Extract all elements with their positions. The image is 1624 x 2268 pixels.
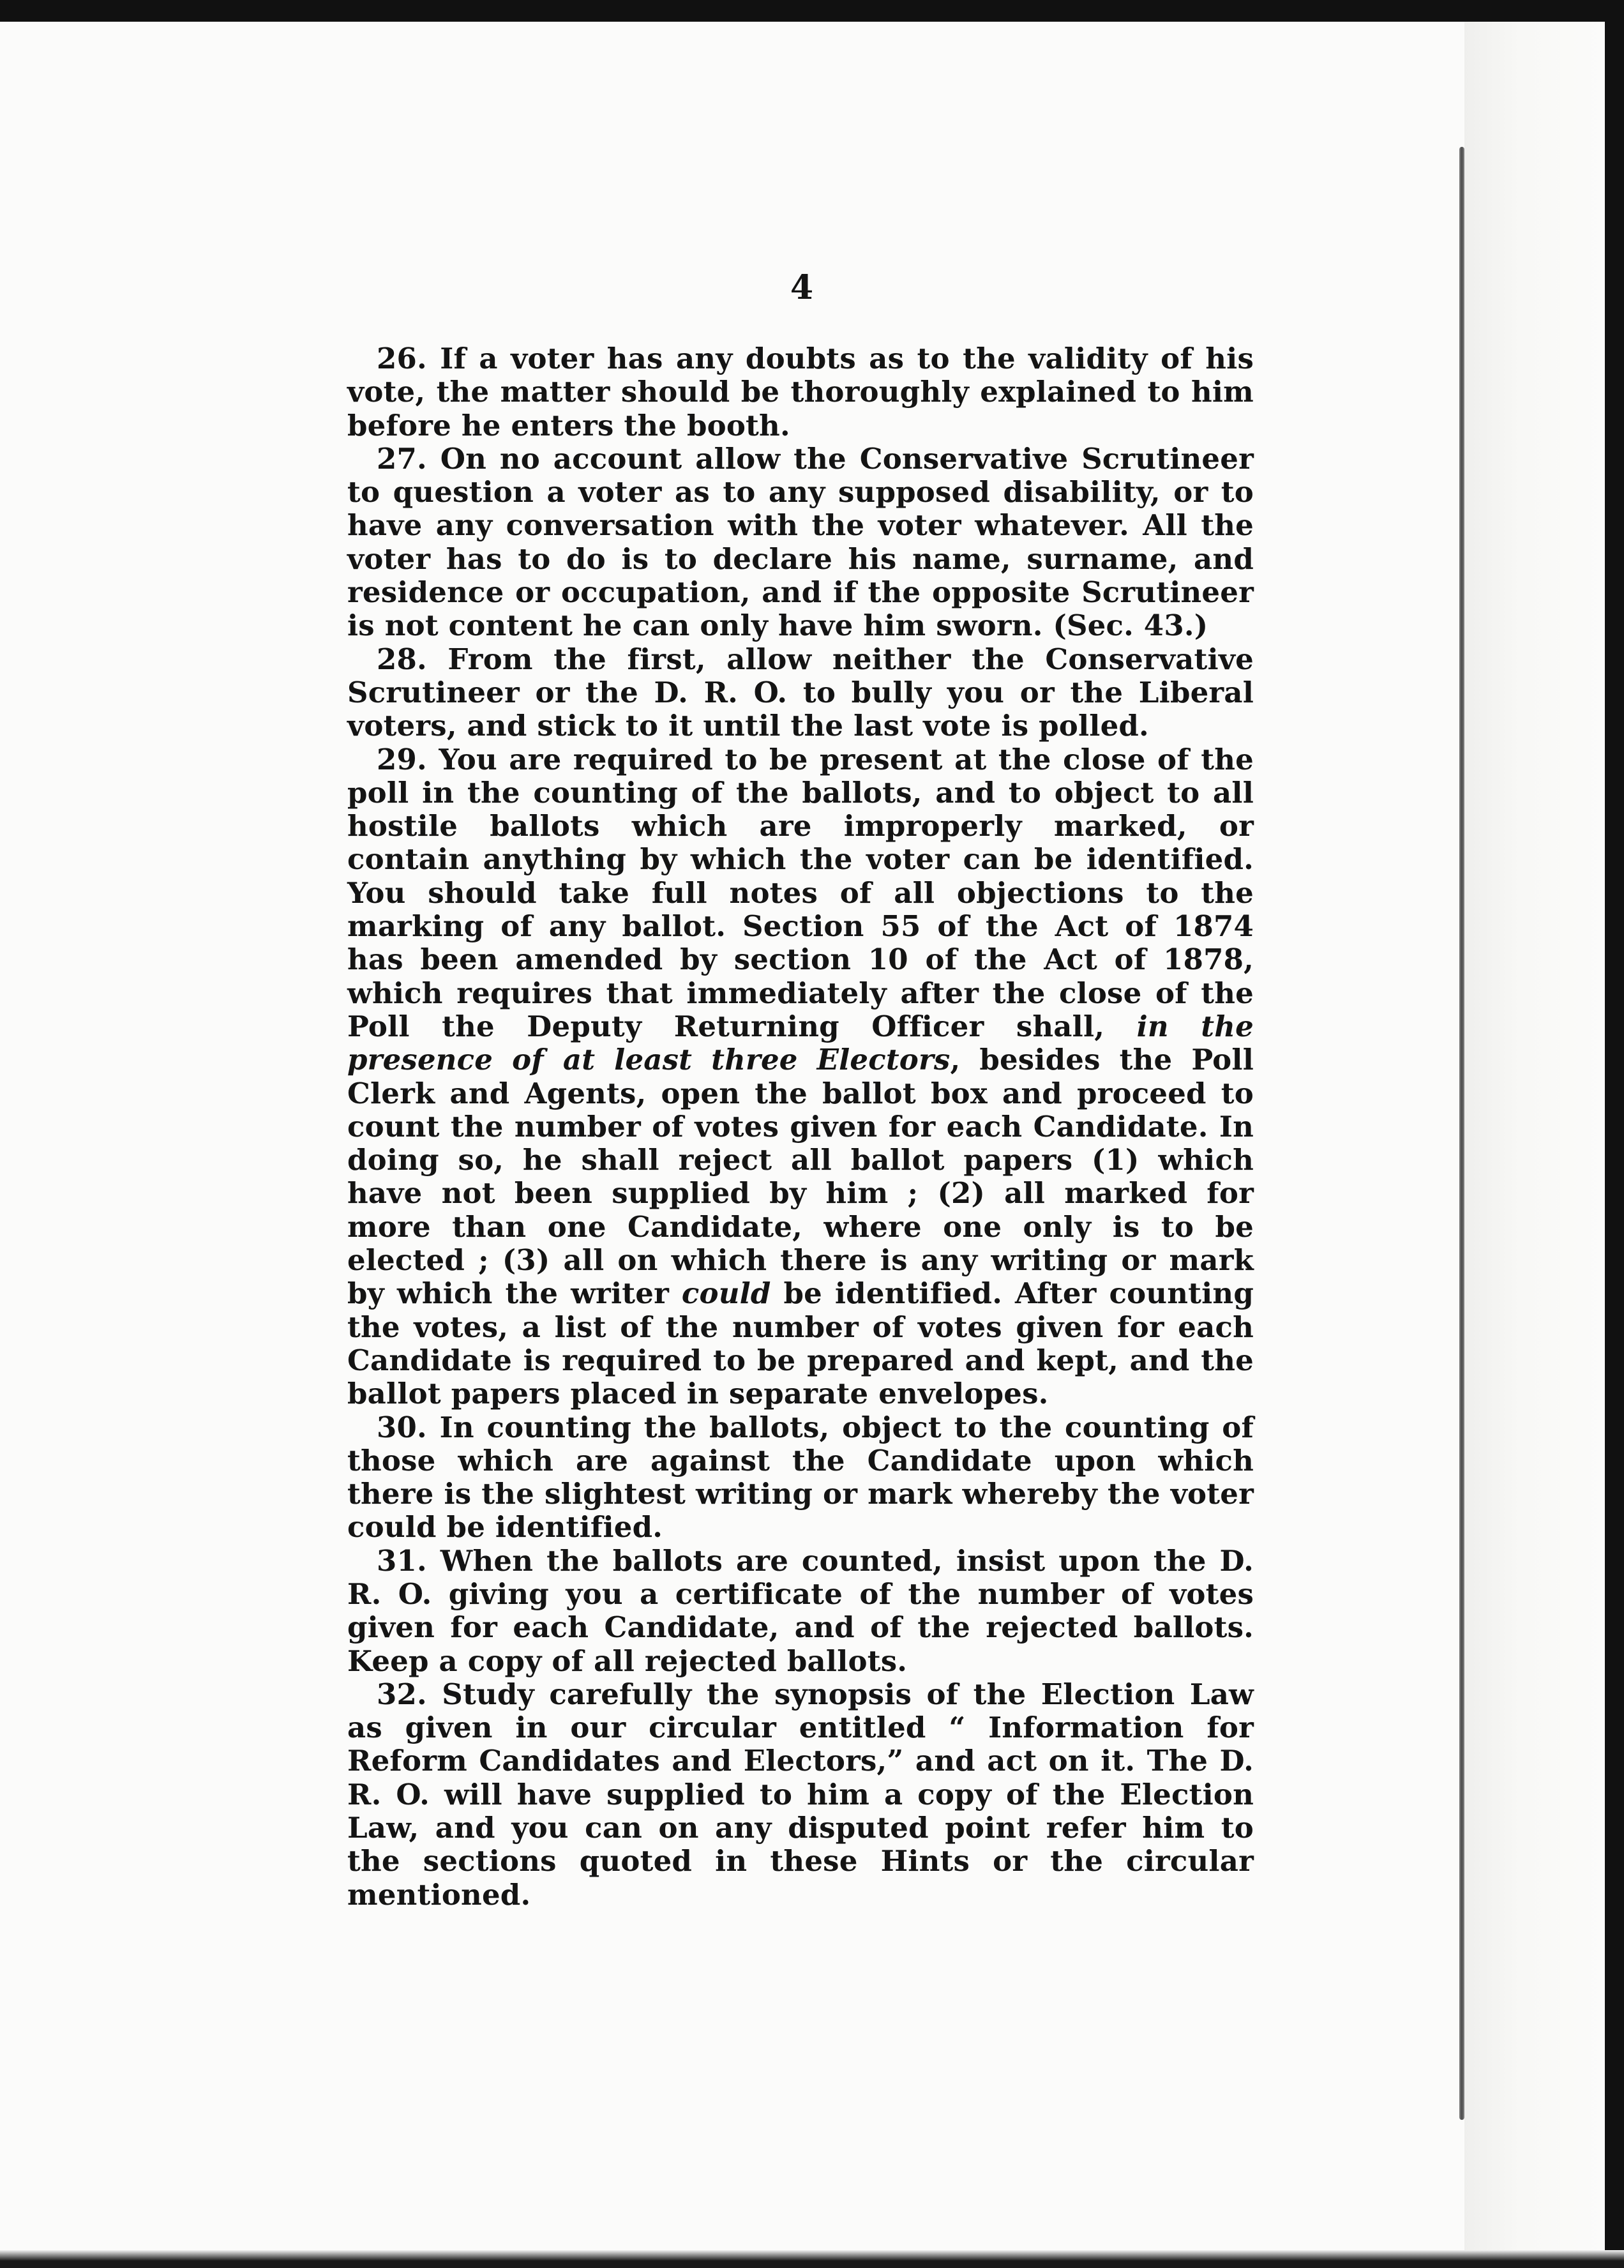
document-body — [347, 342, 1254, 1912]
page-number: 4 — [790, 268, 814, 307]
paragraph-26 — [347, 342, 1254, 442]
paragraph-31 — [347, 1545, 1254, 1678]
paragraph-text: 27. On no account allow the Conservative Scrutineer to question a voter as to any supposed disability, or to have any conversation with the voter whatever. All the voter has to do is to declare his name, surname, and residence or occupation, and if the opposite Scrutineer is not content he can only have him sworn. (Sec. 43.) — [347, 441, 1254, 643]
paragraph-text: , besides the Poll Clerk and Agents, open the ballot box and proceed to count the number of votes given for each Candidate. In doing so, he shall reject all ballot papers (1) which have not been supplied by him ; (2) all marked for more than one Candidate, where one only is to be elected ; (3) all on which there is any writing or mark by which the writer — [347, 1043, 1254, 1311]
paragraph-30 — [347, 1411, 1254, 1545]
paragraph-text: 31. When the ballots are counted, insist upon the D. R. O. giving you a certificate of the number of votes given for each Candidate, and of the rejected ballots. Keep a copy of all rejected ballots. — [347, 1543, 1254, 1678]
paragraph-32 — [347, 1678, 1254, 1912]
page-fold-shadow — [1464, 0, 1605, 2250]
italic-text: could — [681, 1276, 771, 1311]
paragraph-29 — [347, 743, 1254, 1411]
scan-border-bottom — [0, 2250, 1624, 2268]
paragraph-text: 30. In counting the ballots, object to the counting of those which are against the Candidate upon which there is the slightest writing or mark whereby the voter could be identified. — [347, 1410, 1254, 1545]
binding-fold-line — [1459, 147, 1464, 2120]
scan-border-top — [0, 0, 1624, 22]
paragraph-text: 32. Study carefully the synopsis of the Election Law as given in our circular entitled “ Information for Reform Candidates and Electors,” and act on it. The D. R. O. will have supplied to him a copy of the Election Law, and you can on any disputed point refer him to the sections quoted in these Hints or the circular mentioned. — [347, 1677, 1254, 1912]
paragraph-text: 26. If a voter has any doubts as to the validity of his vote, the matter should be thoroughly explained to him before he enters the booth. — [347, 342, 1254, 442]
paragraph-text: 28. From the first, allow neither the Conservative Scrutineer or the D. R. O. to bully you or the Liberal voters, and stick to it until the last vote is polled. — [347, 642, 1254, 743]
scan-border-right — [1605, 0, 1624, 2268]
paragraph-text: be identified. After counting the votes, a list of the number of votes given for each Candidate is required to be prepared and kept, and the ballot papers placed in separate envelopes. — [347, 1276, 1254, 1411]
paragraph-text: 29. You are required to be present at the close of the poll in the counting of the ballots, and to object to all hostile ballots which are improperly marked, or contain anything by which the voter can be identified. You should take full notes of all objections to the marking of any ballot. Section 55 of the Act of 1874 has been amended by section 10 of the Act of 1878, which requires that immediately after the close of the Poll the Deputy Returning Officer shall, — [347, 742, 1254, 1043]
italic-text: in the presence of at least three Electors — [347, 1009, 1254, 1077]
paragraph-28 — [347, 643, 1254, 743]
paragraph-27 — [347, 442, 1254, 643]
